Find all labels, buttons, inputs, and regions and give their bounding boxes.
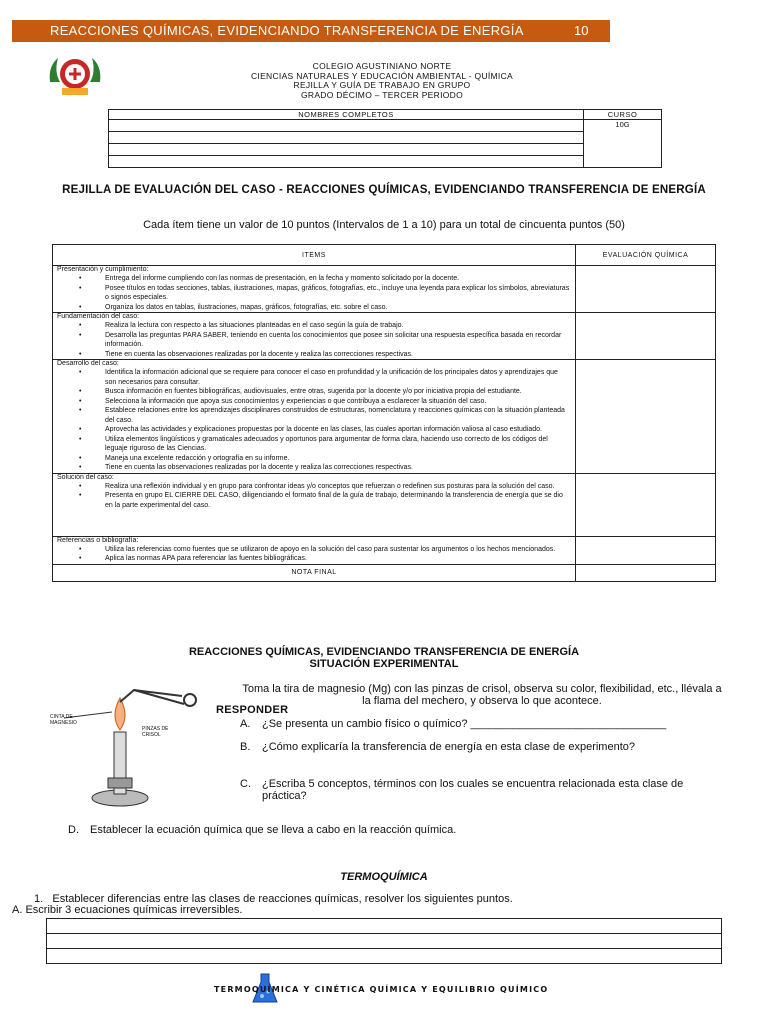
crucible-tongs-label: PINZAS DE CRISOL xyxy=(142,726,169,738)
evaluation-column-header: EVALUACIÓN QUÍMICA xyxy=(576,245,716,266)
page-number: 10 xyxy=(574,23,589,38)
bunsen-burner-icon xyxy=(50,682,210,812)
question-b xyxy=(240,741,730,755)
criterion: • Desarrolla las preguntas PARA SABER, teniendo en cuenta los conocimientos que posee sin solicitar una respuesta específica basada en recordar información. xyxy=(105,331,575,350)
criterion: • Aprovecha las actividades y explicaciones propuestas por la docente en las clases, las cuales aportan información valiosa al caso estudiado. xyxy=(105,425,575,435)
score-cell[interactable] xyxy=(576,266,716,313)
document-type: REJILLA Y GUÍA DE TRABAJO EN GRUPO xyxy=(293,80,471,90)
criterion: • Busca información en fuentes bibliográficas, audiovisuales, entre otras, sugerida por la docente y/o por iniciativa propia del estudiante. xyxy=(105,387,575,397)
criterion: • Realiza una reflexión individual y en grupo para confrontar ideas y/o conceptos que refuerzan o redefinen sus posturas para la solución del caso. xyxy=(105,482,575,492)
experiment-title: REACCIONES QUÍMICAS, EVIDENCIANDO TRANSFERENCIA DE ENERGÍA xyxy=(188,646,580,658)
criterion: • Utiliza las referencias como fuentes que se utilizaron de apoyo en la solución del caso para sustentar los argumentos o los hechos mencionados. xyxy=(105,545,575,555)
rubric-section xyxy=(53,473,716,536)
school-logo-icon xyxy=(46,52,104,98)
question-d xyxy=(68,824,668,838)
question-letter: D. xyxy=(68,824,79,836)
point-a-text: A. Escribir 3 ecuaciones químicas irreversibles. xyxy=(12,904,243,916)
banner-title: REACCIONES QUÍMICAS, EVIDENCIANDO TRANSFERENCIA DE ENERGÍA xyxy=(50,23,524,38)
point-1-text: Establecer diferencias entre las clases de reacciones químicas, resolver los siguientes puntos. xyxy=(52,893,513,905)
score-cell[interactable] xyxy=(576,473,716,536)
criterion: • Tiene en cuenta las observaciones realizadas por la docente y realiza las correcciones respectivas. xyxy=(105,463,575,473)
answer-line[interactable] xyxy=(47,949,722,964)
rubric-section xyxy=(53,313,716,360)
answer-lines xyxy=(46,918,722,964)
criterion: • Realiza la lectura con respecto a las situaciones planteadas en el caso según la guía de trabajo. xyxy=(105,321,575,331)
criteria-list xyxy=(53,274,575,312)
rubric-note: Cada ítem tiene un valor de 10 puntos (Intervalos de 1 a 10) para un total de cincuenta puntos (50) xyxy=(143,219,625,231)
criterion: • Presenta en grupo EL CIERRE DEL CASO, diligenciando el formato final de la guía de trabajo, determinando la transferencia de energía que se dio en la parte experimental del caso. xyxy=(105,491,575,510)
final-grade-cell[interactable] xyxy=(576,564,716,581)
school-area: CIENCIAS NATURALES Y EDUCACIÓN AMBIENTAL - QUÍMICA xyxy=(250,70,514,81)
criterion: • Establece relaciones entre los aprendizajes disciplinares construidos de estructuras, nomenclatura y reacciones químicas con la situación planteada del caso. xyxy=(105,406,575,425)
question-text: Establecer la ecuación química que se lleva a cabo en la reacción química. xyxy=(90,824,457,836)
criterion: • Utiliza elementos lingüísticos y gramaticales adecuados y oportunos para argumentar de forma clara, haciendo uso correcto de los códigos del leguaje riguroso de las Ciencias. xyxy=(105,435,575,454)
grade-period: GRADO DÉCIMO – TERCER PERIODO xyxy=(300,89,464,100)
answer-line[interactable] xyxy=(47,934,722,949)
school-header xyxy=(232,62,532,100)
criterion: • Maneja una excelente redacción y ortografía en su informe. xyxy=(105,454,575,464)
question-c xyxy=(240,778,730,806)
name-field[interactable] xyxy=(109,120,584,132)
score-cell[interactable] xyxy=(576,313,716,360)
name-field[interactable] xyxy=(109,156,584,168)
rubric-table xyxy=(52,244,716,582)
criterion: • Aplica las normas APA para referenciar las fuentes bibliográficas. xyxy=(105,554,575,564)
responder-heading: RESPONDER xyxy=(216,704,289,716)
rubric-section xyxy=(53,536,716,564)
items-column-header: ITEMS xyxy=(53,245,576,266)
criterion: • Identifica la información adicional que se requiere para conocer el caso en profundidad y la unificación de los principales datos y aprendizajes que son necesarios para consultar. xyxy=(105,368,575,387)
names-column-header: NOMBRES COMPLETOS xyxy=(109,110,584,120)
question-text: ¿Cómo explicaría la transferencia de energía en esta clase de experimento? xyxy=(262,741,635,753)
course-value: 10G xyxy=(584,120,662,168)
question-text: ¿Escriba 5 conceptos, términos con los cuales se encuentra relacionada esta clase de práctica? xyxy=(262,778,684,802)
question-letter: C. xyxy=(240,778,251,790)
criterion: • Entrega del informe cumpliendo con las normas de presentación, en la fecha y momento solicitado por la docente. xyxy=(105,274,575,284)
footer-title: TERMOQUÍMICA Y CINÉTICA QUÍMICA Y EQUILIBRIO QUÍMICO xyxy=(214,985,549,994)
answer-line[interactable] xyxy=(47,919,722,934)
question-letter: B. xyxy=(240,741,251,753)
names-table xyxy=(108,109,662,168)
point-1-number: 1. xyxy=(34,893,44,905)
rubric-section xyxy=(53,360,716,474)
name-field[interactable] xyxy=(109,132,584,144)
experiment-title-block xyxy=(60,646,708,670)
rubric-title: REJILLA DE EVALUACIÓN DEL CASO - REACCIONES QUÍMICAS, EVIDENCIANDO TRANSFERENCIA DE ENERGÍA xyxy=(62,184,706,196)
question-a xyxy=(240,718,730,732)
criteria-list xyxy=(53,368,575,473)
termoquimica-title: TERMOQUÍMICA xyxy=(340,871,428,883)
question-letter: A. xyxy=(240,718,251,730)
rubric-section xyxy=(53,266,716,313)
school-name: COLEGIO AGUSTINIANO NORTE xyxy=(312,61,452,71)
criteria-list xyxy=(53,321,575,359)
section-title: Desarrollo del caso: xyxy=(57,360,119,367)
question-text: ¿Se presenta un cambio físico o químico? ________________________________ xyxy=(262,718,667,730)
section-title: Referencias o bibliografía: xyxy=(57,536,139,544)
section-title: Solución del caso: xyxy=(57,473,114,481)
course-column-header: CURSO xyxy=(584,110,662,120)
header-banner xyxy=(12,20,610,42)
point-1 xyxy=(12,893,513,916)
section-title: Presentación y cumplimiento: xyxy=(57,266,149,273)
score-cell[interactable] xyxy=(576,360,716,474)
experiment-illustration xyxy=(50,682,210,812)
score-cell[interactable] xyxy=(576,536,716,564)
experiment-subtitle: SITUACIÓN EXPERIMENTAL xyxy=(309,658,459,670)
criterion: • Tiene en cuenta las observaciones realizadas por la docente y realiza las correcciones respectivas. xyxy=(105,350,575,360)
criterion: • Selecciona la información que apoya sus conocimientos y experiencias o que contribuya a esclarecer la situación del caso. xyxy=(105,397,575,407)
criterion: • Organiza los datos en tablas, ilustraciones, mapas, gráficos, fotografías, etc. sobre el caso. xyxy=(105,303,575,313)
final-grade-label: NOTA FINAL xyxy=(53,564,576,581)
experiment-intro: Toma la tira de magnesio (Mg) con las pinzas de crisol, observa su color, flexibilidad, etc., llévala a la flama del mechero, y observa lo que acontece. xyxy=(242,683,722,707)
name-field[interactable] xyxy=(109,144,584,156)
criteria-list xyxy=(53,482,575,511)
section-title: Fundamentación del caso: xyxy=(57,313,140,320)
magnesium-strip-label: CINTA DE MAGNESIO xyxy=(50,714,77,726)
criteria-list xyxy=(53,545,575,564)
criterion: • Posee títulos en todas secciones, tablas, ilustraciones, mapas, gráficos, fotografías, etc., incluye una leyenda para explicar los símbolos, abreviaturas o signos especiales. xyxy=(105,284,575,303)
